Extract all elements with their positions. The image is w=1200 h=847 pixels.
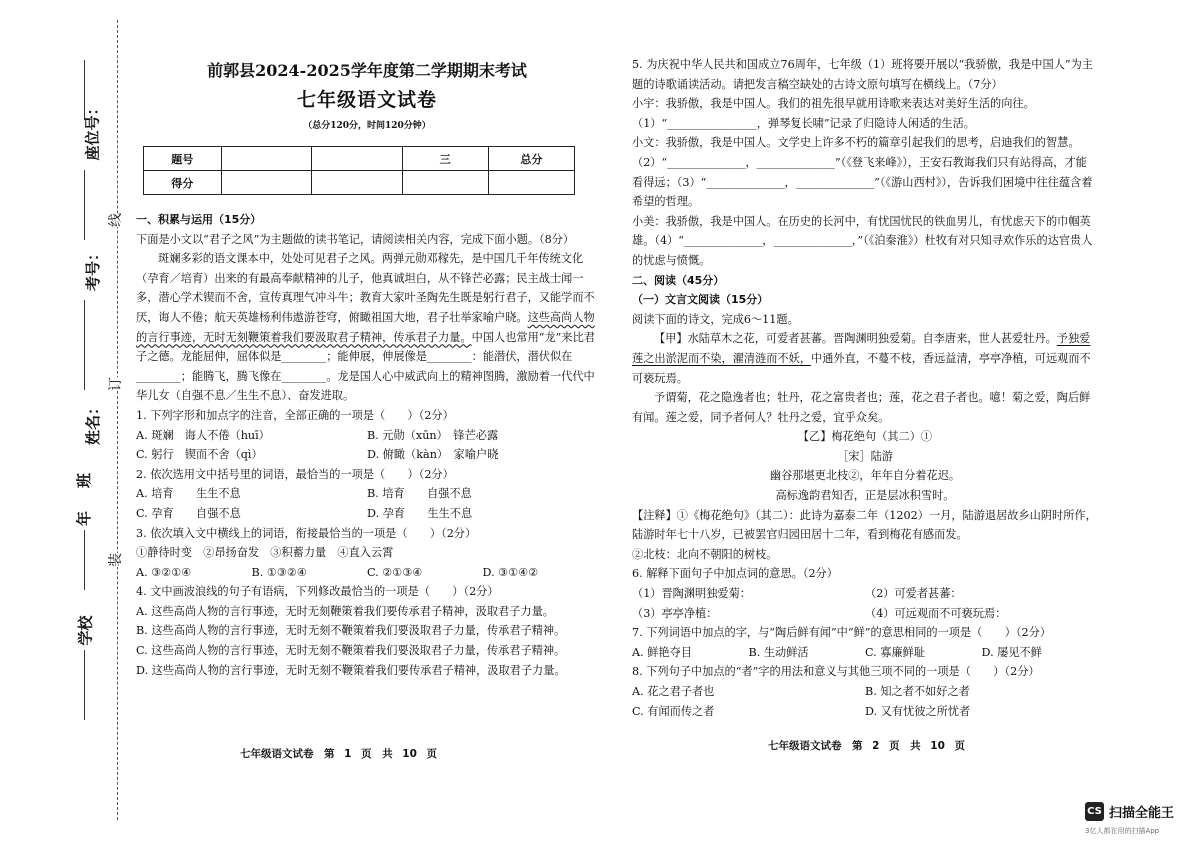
- score-table-row: [144, 171, 575, 195]
- seat-line: [84, 60, 85, 120]
- score-table-row: [144, 147, 575, 171]
- question-5: 5. 为庆祝中华人民共和国成立76周年，七年级（1）班将要开展以“我骄傲，我是中国人”为主题的诗歌诵读活动。请把发言稿空缺处的古诗文原句填写在横线上。（7分）: [632, 58, 1093, 91]
- poem-author: ［宋］陆游: [837, 449, 893, 463]
- exam-no-line: [84, 170, 85, 240]
- option: C. ②①③④: [367, 565, 423, 579]
- option: A. 培育 生生不息: [136, 487, 241, 501]
- option: A. 鲜艳夺目: [632, 645, 692, 659]
- reading-note-passage: [136, 249, 598, 406]
- right-content: [632, 55, 1098, 721]
- option: A. 这些高尚人物的言行事迹，无时无刻鞭策着我们要传承君子精神，汲取君子力量。: [136, 604, 554, 618]
- seat-label: 座位号：: [83, 100, 102, 161]
- scanner-watermark: [1085, 800, 1195, 840]
- page-title: 七年级语文试卷: [296, 89, 437, 111]
- option: B. 培育 自强不息: [367, 487, 472, 501]
- scanner-brand: 扫描全能王: [1109, 806, 1175, 821]
- q5-blank-2-3: （2）“______________，______________”（《登飞来峰》），王安石教诲我们只有站得高，才能看得远；（3）“______________，______________”（《游山西村》），告诉我们困境中往往蕴含着希望的哲理。: [632, 155, 1093, 209]
- score-cell: 三: [402, 147, 488, 171]
- line-char: 线: [103, 213, 127, 227]
- section-1-heading: 一、积累与运用（15分）: [136, 213, 262, 226]
- option: A. 斑斓 诲人不倦（huī）: [136, 428, 270, 442]
- subsection-heading: （一）文言文阅读（15分）: [632, 293, 769, 307]
- binding-dashed-line: [117, 20, 118, 820]
- school-label: 学校: [76, 615, 95, 646]
- score-cell: 总分: [488, 147, 574, 171]
- poem-title: 【乙】梅花绝句（其二）①: [797, 430, 933, 444]
- passage-part-2: 中国人也常用“龙”来比君子之德。龙能屈伸，屈体似是________；能伸展，伸展像是________：能潜伏，潜伏似在________；能腾飞，腾飞像在________。龙是国人心中威武向上的精神图腾，激励着一代代中华儿女（自强不息／生生不息）、奋发进取。: [136, 330, 595, 403]
- question-1: 1. 下列字形和加点字的注音，全部正确的一项是（ ）（2分）: [136, 408, 454, 422]
- grade-line: [84, 530, 85, 590]
- exam-note: （总分120分，时间120分钟）: [303, 121, 431, 131]
- q2-options: [136, 504, 598, 524]
- option: A. 花之君子者也: [632, 685, 715, 698]
- option: D. 孕育 生生不息: [367, 506, 473, 520]
- option: B. 知之者不如好之者: [865, 685, 970, 698]
- q6-items: [632, 604, 1098, 624]
- score-cell: [488, 171, 574, 195]
- option: A. ③②①④: [136, 565, 192, 579]
- question-8: 8. 下列句子中加点的“者”字的用法和意义与其他三项不同的一项是（ ）（2分）: [632, 665, 1040, 679]
- passage-jia-2: 予谓菊，花之隐逸者也；牡丹，花之富贵者也；莲，花之君子者也。噫！菊之爱，陶后鲜有闻。莲之爱，同予者何人？牡丹之爱，宜乎众矣。: [632, 391, 1091, 424]
- score-table: [143, 146, 575, 195]
- option: C. 有闻而传之者: [632, 704, 715, 718]
- option: C. 寡廉鲜耻: [865, 645, 926, 659]
- poem-note-2: ②北枝：北向不朝阳的树枝。: [632, 547, 778, 561]
- left-page-footer: 七年级语文试卷 第 1 页 共 10 页: [240, 748, 438, 760]
- right-page-footer: 七年级语文试卷 第 2 页 共 10 页: [768, 740, 966, 752]
- score-cell: [221, 147, 312, 171]
- question-7: 7. 下列词语中加点的字，与“陶后鲜有闻”中“鲜”的意思相同的一项是（ ）（2分）: [632, 626, 1052, 640]
- subsection-intro: 阅读下面的诗文，完成6～11题。: [632, 312, 799, 326]
- option: D. ③①④②: [482, 565, 539, 579]
- q8-options: [632, 702, 1098, 722]
- install-char: 装: [103, 553, 127, 567]
- name-line: [84, 300, 85, 390]
- q1-options: [136, 426, 598, 446]
- q7-options: [632, 643, 1098, 663]
- question-2: 2. 依次选用文中括号里的词语，最恰当的一项是（ ）（2分）: [136, 467, 454, 481]
- q8-options: [632, 682, 1098, 702]
- option: B. 元勋（xūn） 锋芒必露: [367, 428, 499, 442]
- score-cell: [312, 147, 403, 171]
- exam-header: 前郭县2024-2025学年度第二学期期末考试: [207, 61, 527, 80]
- order-char: 订: [103, 377, 127, 391]
- section-2-heading: 二、阅读（45分）: [632, 273, 725, 287]
- question-4: 4. 文中画波浪线的句子有语病，下列修改最恰当的一项是（ ）（2分）: [136, 585, 499, 599]
- option: （1）晋陶渊明独爱菊：: [632, 587, 751, 601]
- option: D. 屡见不鲜: [981, 645, 1042, 659]
- option: C. 这些高尚人物的言行事迹，无时无刻不鞭策着我们要汲取君子力量，传承君子精神。: [136, 644, 566, 658]
- q6-items: [632, 584, 1098, 604]
- left-content: [136, 210, 598, 680]
- option: D. 这些高尚人物的言行事迹，无时无刻不鞭策着我们要传承君子精神，汲取君子力量。: [136, 663, 566, 677]
- option: D. 俯瞰（kàn） 家喻户晓: [367, 448, 499, 462]
- passage-part-1: 斑斓多彩的语文课本中，处处可见君子之风。两弹元勋邓稼先，是中国几千年传统文化（孕育／培育）出来的有最高奉献精神的儿子，他真诚坦白，从不锋芒必露；民主战士闻一多，潜心学术锲而不舍，宣传真理气冲斗牛；教育大家叶圣陶先生既是躬行君子，又能学而不厌，诲人不倦；航天英雄杨利伟遨游苍穹，俯瞰祖国大地，君子壮举家喻户晓。: [136, 252, 595, 324]
- option: （4）可远观而不可亵玩焉：: [865, 606, 1007, 620]
- question-3: 3. 依次填入文中横线上的词语，衔接最恰当的一项是（ ）（2分）: [136, 526, 477, 540]
- q5-xiaoyu: 小宇：我骄傲，我是中国人。我们的祖先很早就用诗歌来表达对美好生活的向往。: [632, 97, 1035, 111]
- option: （3）亭亭净植：: [632, 606, 718, 620]
- q5-blank-1: （1）“________________，弹琴复长啸”记录了归隐诗人闲适的生活。: [632, 116, 975, 130]
- q3-options: [136, 563, 598, 583]
- score-cell: [312, 171, 403, 195]
- option: D. 又有忧彼之所忧者: [865, 704, 971, 718]
- question-6: 6. 解释下面句子中加点词的意思。（2分）: [632, 567, 838, 581]
- passage-jia-part-2: 中通外直，不蔓不枝，香远益清，亭亭净植，可远观而不可亵玩焉。: [632, 351, 1091, 385]
- q1-options: [136, 445, 598, 465]
- section-1-intro: 下面是小文以“君子之风”为主题做的读书笔记，请阅读相关内容，完成下面小题。（8分）: [136, 232, 575, 246]
- q5-xiaomei: 小美：我骄傲，我是中国人。在历史的长河中，有忧国忧民的铁血男儿，有忧虑天下的巾帼英雄。（4）“______________，______________，”（《泊秦淮》）杜牧有对只知寻欢作乐的达官贵人的忧虑与愤慨。: [632, 214, 1093, 267]
- q5-xiaowen: 小文：我骄傲，我是中国人。文学史上许多不朽的篇章引起我们的思考，启迪我们的智慧。: [632, 136, 1080, 150]
- scanner-slogan: 3亿人都在用的扫描App: [1085, 827, 1160, 835]
- q3-items: ①静待时变 ②昂扬奋发 ③积蓄力量 ④直入云霄: [136, 546, 394, 560]
- option: C. 孕育 自强不息: [136, 506, 241, 520]
- option: B. 这些高尚人物的言行事迹，无时无刻不鞭策着我们要汲取君子力量，传承君子精神。: [136, 624, 566, 638]
- exam-no-label: 考号：: [84, 245, 103, 292]
- score-cell: 题号: [144, 147, 222, 171]
- scanner-logo-icon: CS: [1085, 802, 1104, 821]
- option: B. 生动鲜活: [748, 645, 809, 659]
- passage-jia-part-1: 【甲】水陆草木之花，可爱者甚蕃。晋陶渊明独爱菊。自李唐来，世人甚爱牡丹。: [654, 332, 1057, 346]
- score-cell: 得分: [144, 171, 222, 195]
- option: C. 躬行 锲而不舍（qì）: [136, 448, 263, 462]
- option: （2）可爱者甚蕃：: [865, 587, 962, 601]
- name-label: 姓名：: [84, 399, 103, 446]
- poem-line: 高标逸韵君知否，正是层冰积雪时。: [775, 489, 955, 503]
- grade-label: 年: [75, 510, 94, 527]
- school-line: [84, 650, 85, 720]
- poem-line: 幽谷那堪更北枝②，年年自分着花迟。: [769, 469, 961, 483]
- wavy-sentence: 这些高尚人物的言行事迹，无时无刻鞭策着我们要汲取君子精神，传承君子力量。: [136, 310, 595, 344]
- passage-jia: [632, 329, 1098, 388]
- q2-options: [136, 484, 598, 504]
- binding-strip: [0, 0, 128, 847]
- score-cell: [402, 171, 488, 195]
- score-cell: [221, 171, 312, 195]
- class-label: 班: [75, 472, 94, 489]
- poem-note-1: 【注释】①《梅花绝句》（其二）：此诗为嘉泰二年（1202）一月，陆游退居故乡山阴时所作，陆游时年七十八岁，已被罢官归园田居十二年，看到梅花有感而发。: [632, 508, 1097, 542]
- underlined-sentence: 予独爱莲之出淤泥而不染，濯清涟而不妖，: [632, 332, 1091, 365]
- option: B. ①③②④: [251, 565, 307, 579]
